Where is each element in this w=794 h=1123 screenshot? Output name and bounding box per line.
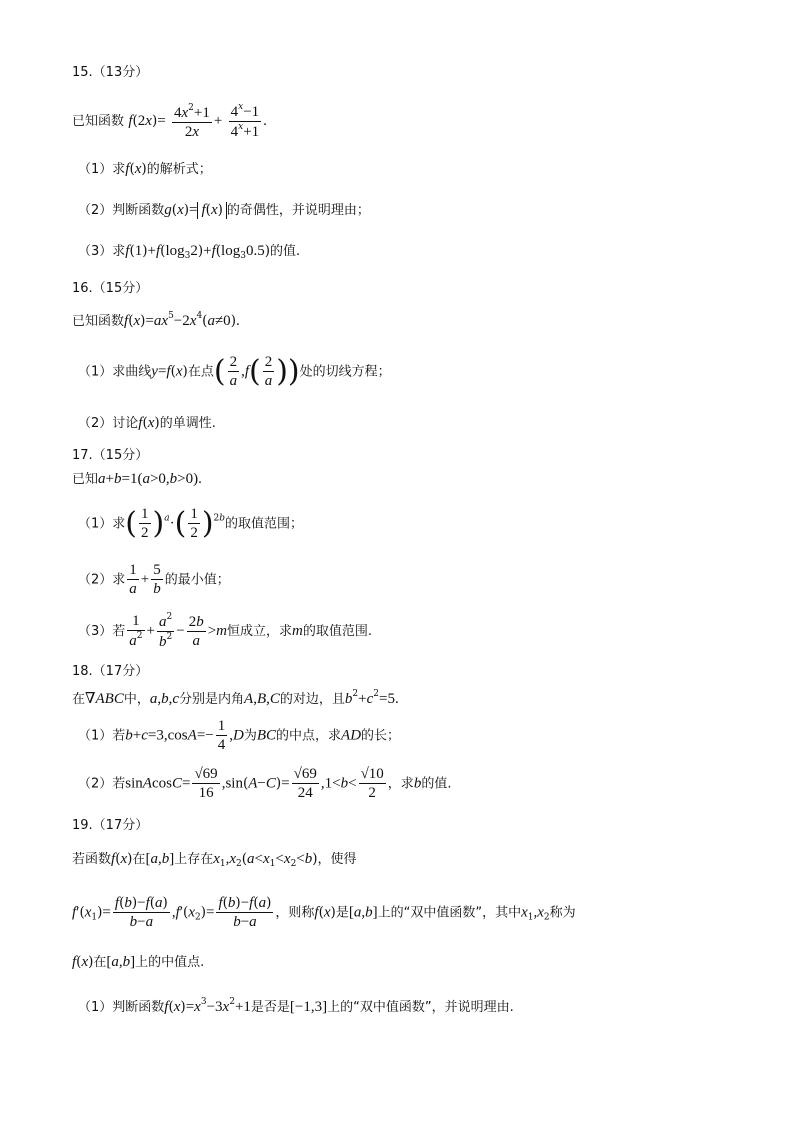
q17-part2: （2）求 $\frac{1}{a}$ + $\frac{5}{b}$ 的最小值； [78, 562, 230, 598]
q18-part2: （2）若sinAcosC= $\frac{√69}{16}$ ,sin(A−C)= $\frac{√69}{24}$ ,1<b< $\frac{√10}{2}$ ，求b的值. [78, 766, 452, 802]
q19-part1: （1）判断函数$f(x)=x^3-3x^2+1$是否是[−1,3]上的“双中值函数”，并说明理由. [78, 997, 514, 1015]
q17-intro: 已知a+b=1(a>0,b>0). [72, 471, 202, 487]
q15-intro: 已知函数 f(2x)= $\frac{4x^2+1}{2x}$ + $\frac{4^x-1}{4^x+1}$ . [72, 102, 267, 141]
q19-intro: 若函数f(x)在[a,b]上存在$x_1,x_2(a<x_1<x_2<b)$，使得 [72, 851, 357, 869]
q16-part2: （2）讨论f(x)的单调性. [78, 415, 216, 431]
q18-part1: （1）若b+c=3,cosA=− $\frac{1}{4}$ ,D为BC的中点，求AD的长； [78, 718, 401, 754]
q15-part1: （1）求f(x)的解析式； [78, 161, 212, 177]
q17-part1: （1）求( $\frac{1}{2}$ )$^a$·( $\frac{1}{2}$ )$^{2b}$的取值范围； [78, 506, 304, 542]
q17-heading: 17.（15分） [72, 448, 149, 463]
q15-part3: （3）求$f(1)+f(\log_32)+f(\log_30.5)$的值. [78, 243, 301, 261]
q16-heading: 16.（15分） [72, 281, 149, 296]
q15-part2: （2）判断函数g(x)= f(x) 的奇偶性，并说明理由； [78, 202, 370, 218]
q19-heading: 19.（17分） [72, 818, 149, 833]
q19-definition-cont: f(x)在[a,b]上的中值点. [72, 954, 205, 970]
q17-part3: （3）若 $\frac{1}{a^2}$ + $\frac{a^2}{b^2}$ − $\frac{2b}{a}$ >m恒成立，求m的取值范围. [78, 612, 372, 651]
q18-heading: 18.（17分） [72, 664, 149, 679]
q15-heading: 15.（13分） [72, 65, 149, 80]
q19-definition: $f'(x_1)=$ $\frac{f(b)-f(a)}{b-a}$ $,f'(x_2)=$ $\frac{f(b)-f(a)}{b-a}$ ，则称f(x)是[a,b]上的“双中值函数”，其中$x_1,x_2$称为 [72, 895, 576, 931]
q16-intro: 已知函数$f(x)=ax^5-2x^4(a\ne 0)$. [72, 311, 240, 329]
q16-part1: （1）求曲线y=f(x)在点( $\frac{2}{a}$ ,f( $\frac{2}{a}$ ))处的切线方程； [78, 354, 391, 390]
q18-intro: 在∇ABC中，a,b,c分别是内角A,B,C的对边，且$b^2+c^2=5$. [72, 689, 399, 707]
